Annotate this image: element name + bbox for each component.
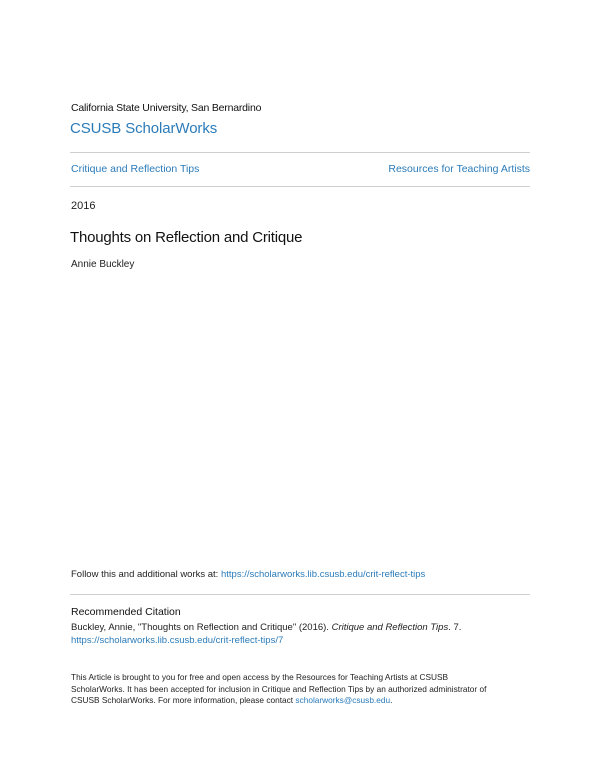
repository-name[interactable]: CSUSB ScholarWorks — [70, 120, 218, 137]
divider-top — [70, 152, 530, 153]
divider-citation — [70, 594, 530, 595]
publication-year: 2016 — [71, 200, 96, 212]
divider-series — [70, 186, 530, 187]
citation-after: . 7. — [448, 622, 462, 633]
citation-before: Buckley, Annie, "Thoughts on Reflection and Critique" (2016). — [71, 622, 332, 633]
citation-text — [71, 622, 461, 633]
contact-email-link[interactable]: scholarworks@csusb.edu — [295, 695, 391, 705]
series-link-critique[interactable]: Critique and Reflection Tips — [71, 163, 200, 175]
institution-name: California State University, San Bernardino — [71, 102, 262, 114]
citation-journal: Critique and Reflection Tips — [331, 622, 449, 633]
notice-line-3-prefix: CSUSB ScholarWorks. For more information, please contact — [71, 695, 296, 705]
follow-link[interactable]: https://scholarworks.lib.csusb.edu/crit-reflect-tips — [220, 569, 426, 580]
notice-line-3 — [71, 695, 541, 707]
access-notice — [71, 672, 541, 707]
follow-line — [71, 569, 425, 580]
notice-line-2: ScholarWorks. It has been accepted for inclusion in Critique and Reflection Tips by an authorized administrator of — [71, 683, 487, 694]
follow-prefix: Follow this and additional works at: — [71, 569, 221, 580]
series-link-resources[interactable]: Resources for Teaching Artists — [388, 163, 530, 175]
notice-line-1: This Article is brought to you for free and open access by the Resources for Teaching Artists at CSUSB — [71, 672, 449, 682]
citation-link[interactable]: https://scholarworks.lib.csusb.edu/crit-reflect-tips/7 — [71, 635, 284, 646]
article-title: Thoughts on Reflection and Critique — [70, 229, 303, 246]
notice-line-3-suffix: . — [390, 695, 393, 705]
citation-heading: Recommended Citation — [71, 606, 181, 618]
article-author: Annie Buckley — [71, 259, 135, 270]
